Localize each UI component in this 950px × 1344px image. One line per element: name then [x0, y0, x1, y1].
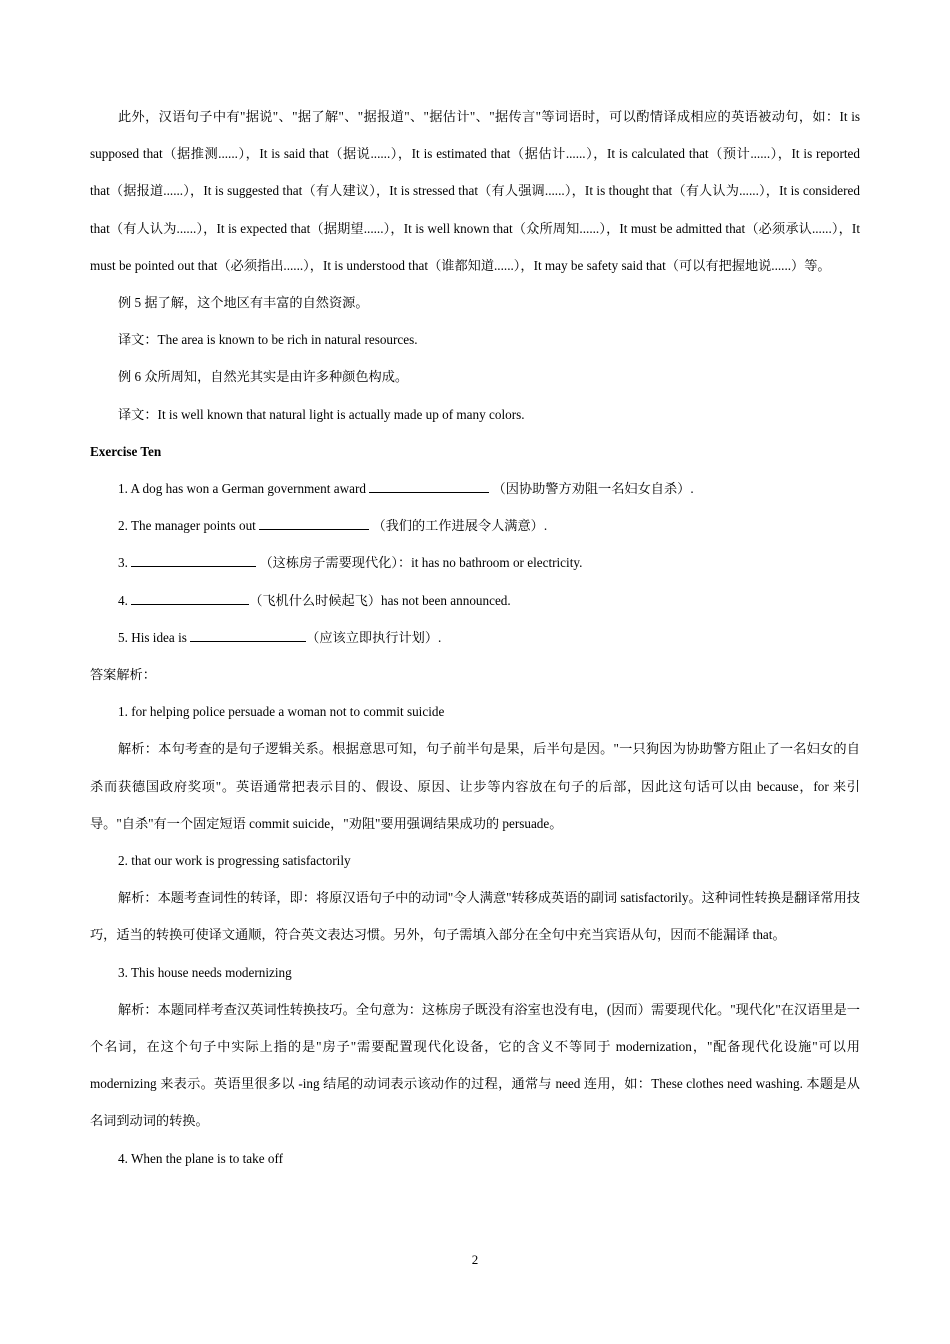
intro-paragraph: 此外，汉语句子中有"据说"、"据了解"、"据报道"、"据估计"、"据传言"等词语时，可以酌情译成相应的英语被动句，如：It is supposed that（据推测......），It is said that（据说......），It is estimated that（据估计......），It is calculated that（预计......），It is reported that（据报道......），It is suggested that（有人建议），It is stressed that（有人强调......），It is thought that（有人认为......），It is considered that（有人认为......），It is expected that（据期望......），It is well known that（众所周知......），It must be admitted that（必须承认......），It must be pointed out that（必须指出......），It is understood that（谁都知道......），It may be safety said that（可以有把握地说......）等。	[90, 109, 860, 273]
answer-blank	[131, 590, 249, 605]
exercise-item-5	[90, 619, 860, 656]
page-number: 2	[471, 1252, 479, 1267]
example-5-translation: 译文：The area is known to be rich in natural resources.	[118, 332, 418, 348]
answer-blank	[190, 627, 306, 642]
answer-4: 4. When the plane is to take off	[118, 1150, 284, 1166]
answer-3: 3. This house needs modernizing	[118, 964, 292, 980]
exercise-item-text: 4.	[118, 592, 132, 608]
document-body	[90, 98, 860, 1177]
example-5: 例 5 据了解，这个地区有丰富的自然资源。	[118, 295, 369, 311]
answer-2: 2. that our work is progressing satisfactorily	[118, 853, 351, 869]
answer-blank	[369, 478, 489, 493]
answer-blank	[259, 515, 369, 530]
answers-title: 答案解析：	[90, 667, 156, 683]
exercise-item-text: 2. The manager points out	[118, 518, 260, 534]
exercise-item-2	[90, 507, 860, 544]
exercise-item-4	[90, 582, 860, 619]
exercise-item-3	[90, 544, 860, 581]
example-6: 例 6 众所周知，自然光其实是由许多种颜色构成。	[118, 369, 409, 385]
answer-blank	[131, 552, 256, 567]
exercise-item-hint: （这栋房子需要现代化）：it has no bathroom or electricity.	[256, 555, 583, 571]
exercise-item-hint: （因协助警方劝阻一名妇女自杀）.	[489, 481, 694, 497]
analysis-2: 解析：本题考查词性的转译，即：将原汉语句子中的动词"令人满意"转移成英语的副词 satisfactorily。这种词性转换是翻译常用技巧，适当的转换可使译文通顺，符合英文表达习惯。另外，句子需填入部分在全句中充当宾语从句，因而不能漏译 that。	[90, 890, 860, 943]
analysis-1: 解析：本句考查的是句子逻辑关系。根据意思可知，句子前半句是果，后半句是因。"一只狗因为协助警方阻止了一名妇女的自杀而获德国政府奖项"。英语通常把表示目的、假设、原因、让步等内容放在句子的后部，因此这句话可以由 because，for 来引导。"自杀"有一个固定短语 commit suicide，"劝阻"要用强调结果成功的 persuade。	[90, 741, 860, 831]
exercise-item-text: 5. His idea is	[118, 629, 191, 645]
exercise-item-hint: （应该立即执行计划）.	[306, 629, 442, 645]
exercise-item-1	[90, 470, 860, 507]
analysis-3: 解析：本题同样考查汉英词性转换技巧。全句意为：这栋房子既没有浴室也没有电，(因而）需要现代化。"现代化"在汉语里是一个名词，在这个句子中实际上指的是"房子"需要配置现代化设备，它的含义不等同于 modernization，"配备现代化设施"可以用 modernizing 来表示。英语里很多以 -ing 结尾的动词表示该动作的过程，通常与 need 连用，如：These clothes need washing. 本题是从名词到动词的转换。	[90, 1001, 860, 1129]
exercise-item-hint: （飞机什么时候起飞）has not been announced.	[249, 592, 511, 608]
example-6-translation: 译文：It is well known that natural light is actually made up of many colors.	[118, 406, 525, 422]
exercise-item-text: 3.	[118, 555, 132, 571]
exercise-item-text: 1. A dog has won a German government award	[118, 481, 370, 497]
exercise-item-hint: （我们的工作进展令人满意）.	[369, 518, 548, 534]
answer-1: 1. for helping police persuade a woman not to commit suicide	[118, 704, 445, 720]
exercise-title: Exercise Ten	[90, 443, 162, 459]
